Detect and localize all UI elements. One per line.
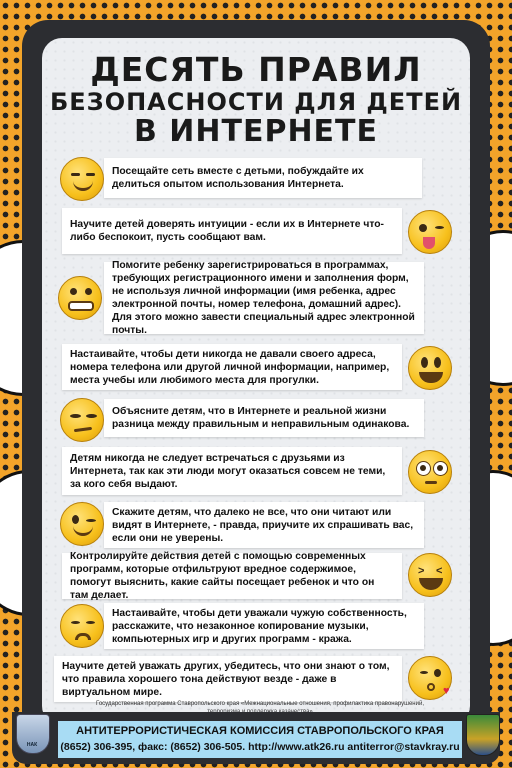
rule-item-4 xyxy=(62,344,402,390)
program-line-1: Государственная программа Ставропольского края «Межнациональные отношения, профилактика правонарушений, xyxy=(96,701,424,707)
rule-item-5 xyxy=(104,399,424,437)
rule-text: Научите детей уважать других, убедитесь, что они знают о том, что правила хорошего тона действуют везде - даже в виртуальном мире. xyxy=(62,660,390,698)
smiley-icon xyxy=(408,346,452,390)
poster-subtitle-2: В ИНТЕРНЕТЕ xyxy=(133,114,379,149)
contact-details: (8652) 306-395, факс: (8652) 306-505. http://www.atk26.ru antiterror@stavkray.ru xyxy=(60,741,460,753)
heart-icon: ♥ xyxy=(443,685,450,697)
kiss-icon xyxy=(408,656,452,700)
rule-item-8 xyxy=(62,553,402,599)
commission-name: АНТИТЕРРОРИСТИЧЕСКАЯ КОМИССИЯ СТАВРОПОЛЬСКОГО КРАЯ xyxy=(76,725,444,737)
laughing-squint-icon: > < xyxy=(408,553,452,597)
unamused-icon xyxy=(60,398,104,442)
rule-text: Объясните детям, что в Интернете и реальной жизни разница между правильным и неправильным одинакова. xyxy=(112,406,410,430)
wink-icon xyxy=(60,502,104,546)
rule-text: Настаивайте, чтобы дети уважали чужую собственность, расскажите, что незаконное копирование музыки, компьютерных игр и других программ - кража. xyxy=(112,607,407,645)
rule-item-7 xyxy=(104,502,424,548)
flushed-icon xyxy=(408,450,452,494)
blushing-smile-icon xyxy=(60,157,104,201)
rule-item-6 xyxy=(62,447,402,495)
emblem-label: НАК xyxy=(26,742,38,748)
rule-text: Помогите ребенку зарегистрироваться в программах, требующих регистрационного имени и заполнения форм, не используя личной информации (имя ребенка, адрес электронной почты, номер телефона, домашний адрес). Для этого можно завести специальный адрес электронной почты. xyxy=(112,260,415,336)
rule-item-3 xyxy=(104,262,424,334)
rule-text: Научите детей доверять интуиции - если их в Интернете что-либо беспокоит, пусть сообщают вам. xyxy=(70,219,384,243)
rule-text: Контролируйте действия детей с помощью современных программ, которые отфильтруют вредное содержимое, помогут выяснить, какие сайты посещает ребенок и что он там делает. xyxy=(70,551,375,601)
rule-text: Настаивайте, чтобы дети никогда не давали своего адреса, номера телефона или другой личной информации, например, места учебы или любимого места для прогулки. xyxy=(70,348,390,386)
rule-text: Скажите детям, что далеко не все, что они читают или видят в Интернете, - правда, приучите их спрашивать вас, если они не уверены. xyxy=(112,506,414,544)
rule-text: Посещайте сеть вместе с детьми, побуждайте их делиться опытом использования Интернета. xyxy=(112,166,364,190)
rule-item-2 xyxy=(62,208,402,254)
rule-item-1 xyxy=(104,158,422,198)
rule-text: Детям никогда не следует встречаться с друзьями из Интернета, так как эти люди могут оказаться совсем не теми, за кого себя выдают. xyxy=(70,452,386,490)
stavropol-coat-of-arms-icon xyxy=(462,712,502,756)
poster-title: ДЕСЯТЬ ПРАВИЛ xyxy=(90,50,422,89)
poster-subtitle: БЕЗОПАСНОСТИ ДЛЯ ДЕТЕЙ xyxy=(49,88,463,116)
rule-item-9 xyxy=(104,603,424,649)
nak-emblem-icon xyxy=(12,712,52,756)
disappointed-icon xyxy=(60,604,104,648)
grimacing-icon xyxy=(58,276,102,320)
rule-item-10 xyxy=(54,656,402,702)
tongue-wink-icon xyxy=(408,210,452,254)
